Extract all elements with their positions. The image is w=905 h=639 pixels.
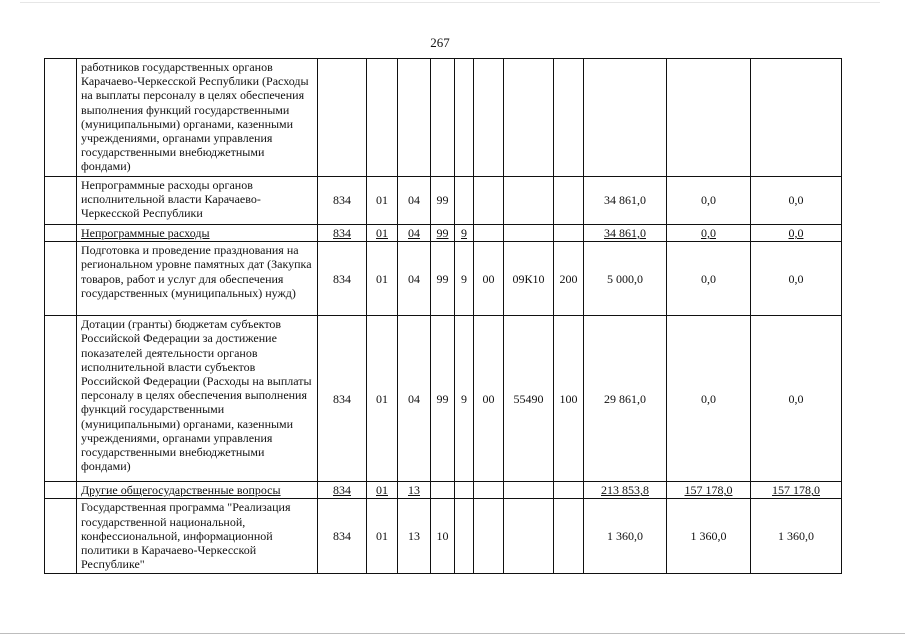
table-row <box>45 482 842 499</box>
index-cell <box>45 499 77 574</box>
direction-code-cell <box>474 499 504 574</box>
expense-type-cell <box>554 59 584 177</box>
section-cell: 01 <box>367 225 398 242</box>
index-cell <box>45 225 77 242</box>
program-code-cell: 99 <box>431 225 455 242</box>
scan-edge-bottom <box>0 633 905 634</box>
amount-year3-cell: 1 360,0 <box>751 499 842 574</box>
amount-year1-cell: 1 360,0 <box>584 499 667 574</box>
amount-year3-cell: 0,0 <box>751 177 842 225</box>
scan-edge-top <box>20 2 880 3</box>
expense-type-cell <box>554 225 584 242</box>
table-row <box>45 316 842 482</box>
subprogram-code-cell <box>455 177 474 225</box>
amount-year1-cell: 34 861,0 <box>584 177 667 225</box>
amount-year2-cell: 0,0 <box>667 316 751 482</box>
section-cell <box>367 59 398 177</box>
amount-year1-cell <box>584 59 667 177</box>
expense-code-cell <box>504 177 554 225</box>
amount-year3-cell: 0,0 <box>751 316 842 482</box>
expense-type-cell <box>554 177 584 225</box>
program-code-cell <box>431 59 455 177</box>
amount-year2-cell: 1 360,0 <box>667 499 751 574</box>
amount-year1-cell: 5 000,0 <box>584 242 667 316</box>
description-cell: работников государственных органов Карачаево-Черкесской Республики (Расходы на выплаты персоналу в целях обеспечения выполнения функций государственными (муниципальными) органами, казенными учреждениями, органами управления государственными внебюджетными фондами) <box>77 59 318 177</box>
direction-code-cell <box>474 59 504 177</box>
subsection-cell: 04 <box>398 177 431 225</box>
amount-year2-cell: 157 178,0 <box>667 482 751 499</box>
ved-cell: 834 <box>318 242 367 316</box>
expense-code-cell <box>504 499 554 574</box>
budget-table <box>44 58 842 574</box>
page-number: 267 <box>430 35 450 50</box>
amount-year3-cell: 157 178,0 <box>751 482 842 499</box>
amount-year2-cell: 0,0 <box>667 225 751 242</box>
amount-year3-cell: 0,0 <box>751 225 842 242</box>
expense-type-cell: 200 <box>554 242 584 316</box>
subsection-cell: 04 <box>398 316 431 482</box>
direction-code-cell <box>474 177 504 225</box>
section-cell: 01 <box>367 177 398 225</box>
expense-code-cell: 55490 <box>504 316 554 482</box>
program-code-cell: 10 <box>431 499 455 574</box>
section-cell: 01 <box>367 499 398 574</box>
index-cell <box>45 316 77 482</box>
ved-cell <box>318 59 367 177</box>
program-code-cell: 99 <box>431 242 455 316</box>
program-code-cell: 99 <box>431 177 455 225</box>
subprogram-code-cell: 9 <box>455 225 474 242</box>
subsection-cell: 13 <box>398 499 431 574</box>
expense-code-cell <box>504 225 554 242</box>
program-code-cell <box>431 482 455 499</box>
expense-type-cell: 100 <box>554 316 584 482</box>
program-code-cell: 99 <box>431 316 455 482</box>
description-cell: Подготовка и проведение празднования на региональном уровне памятных дат (Закупка товаров, работ и услуг для обеспечения государственных (муниципальных) нужд) <box>77 242 318 316</box>
subprogram-code-cell <box>455 499 474 574</box>
amount-year1-cell: 213 853,8 <box>584 482 667 499</box>
table-row <box>45 499 842 574</box>
amount-year2-cell <box>667 59 751 177</box>
index-cell <box>45 242 77 316</box>
subprogram-code-cell <box>455 482 474 499</box>
description-cell: Непрограммные расходы <box>77 225 318 242</box>
direction-code-cell: 00 <box>474 242 504 316</box>
ved-cell: 834 <box>318 482 367 499</box>
table-row <box>45 242 842 316</box>
section-cell: 01 <box>367 316 398 482</box>
ved-cell: 834 <box>318 499 367 574</box>
section-cell: 01 <box>367 242 398 316</box>
subprogram-code-cell: 9 <box>455 316 474 482</box>
description-cell: Дотации (гранты) бюджетам субъектов Российской Федерации за достижение показателей деятельности органов исполнительной власти субъектов Российской Федерации (Расходы на выплаты персоналу в целях обеспечения выполнения функций государственными (муниципальными) органами, казенными учреждениями, органами управления государственными внебюджетными фондами) <box>77 316 318 482</box>
expense-type-cell <box>554 499 584 574</box>
index-cell <box>45 482 77 499</box>
subprogram-code-cell: 9 <box>455 242 474 316</box>
expense-code-cell: 09К10 <box>504 242 554 316</box>
index-cell <box>45 59 77 177</box>
expense-code-cell <box>504 59 554 177</box>
direction-code-cell <box>474 482 504 499</box>
description-cell: Другие общегосударственные вопросы <box>77 482 318 499</box>
amount-year1-cell: 29 861,0 <box>584 316 667 482</box>
expense-code-cell <box>504 482 554 499</box>
ved-cell: 834 <box>318 177 367 225</box>
direction-code-cell: 00 <box>474 316 504 482</box>
amount-year2-cell: 0,0 <box>667 242 751 316</box>
section-cell: 01 <box>367 482 398 499</box>
amount-year2-cell: 0,0 <box>667 177 751 225</box>
table-row <box>45 177 842 225</box>
subsection-cell <box>398 59 431 177</box>
index-cell <box>45 177 77 225</box>
table-row <box>45 225 842 242</box>
subsection-cell: 04 <box>398 242 431 316</box>
direction-code-cell <box>474 225 504 242</box>
subsection-cell: 04 <box>398 225 431 242</box>
ved-cell: 834 <box>318 225 367 242</box>
ved-cell: 834 <box>318 316 367 482</box>
amount-year3-cell: 0,0 <box>751 242 842 316</box>
amount-year3-cell <box>751 59 842 177</box>
amount-year1-cell: 34 861,0 <box>584 225 667 242</box>
table-row <box>45 59 842 177</box>
description-cell: Государственная программа "Реализация государственной национальной, конфессиональной, информационной политики в Карачаево-Черкесской Республике" <box>77 499 318 574</box>
subprogram-code-cell <box>455 59 474 177</box>
subsection-cell: 13 <box>398 482 431 499</box>
description-cell: Непрограммные расходы органов исполнительной власти Карачаево-Черкесской Республики <box>77 177 318 225</box>
expense-type-cell <box>554 482 584 499</box>
